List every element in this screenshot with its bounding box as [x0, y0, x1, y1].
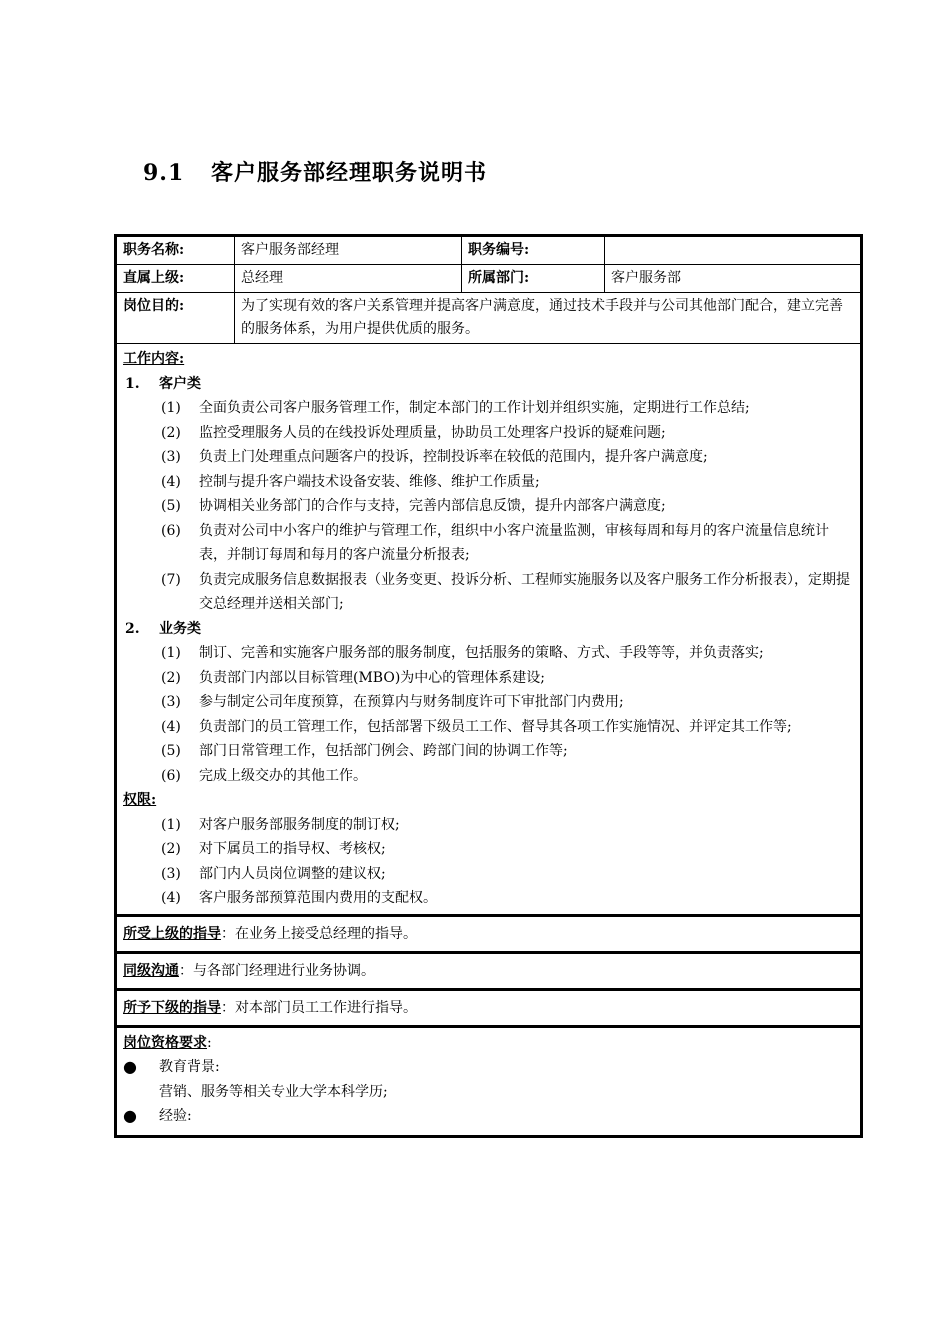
title-number: 9.1 — [143, 160, 185, 186]
row-guidance-to-subordinate — [117, 990, 861, 1026]
item-text: 负责部门的员工管理工作，包括部署下级员工工作、督导其各项工作实施情况、并评定其工作等; — [199, 718, 792, 735]
row-job-name — [117, 237, 861, 265]
list-item — [123, 739, 854, 764]
list-item — [123, 519, 854, 568]
customer-duties-list — [123, 396, 854, 617]
item-text: 客户服务部预算范围内费用的支配权。 — [199, 890, 437, 906]
item-text: 监控受理服务人员的在线投诉处理质量，协助员工处理客户投诉的疑难问题; — [199, 424, 666, 441]
item-number: (5) — [161, 743, 181, 759]
item-number: (5) — [161, 498, 181, 514]
guidance-to-subordinate-text: ：对本部门员工工作进行指导。 — [221, 999, 417, 1016]
list-item — [123, 837, 854, 862]
job-description-table — [114, 234, 863, 1138]
list-item — [123, 396, 854, 421]
item-text: 对下属员工的指导权、考核权; — [199, 841, 386, 857]
dept-label: 所属部门: — [462, 265, 605, 293]
job-code-label: 职务编号: — [462, 237, 605, 265]
list-item — [123, 568, 854, 617]
item-number: (4) — [161, 890, 181, 906]
item-number: (1) — [161, 816, 181, 833]
item-text: 部门日常管理工作，包括部门例会、跨部门间的协调工作等; — [199, 743, 568, 759]
item-number: (2) — [161, 424, 181, 441]
item-text: 部门内人员岗位调整的建议权; — [199, 865, 386, 882]
row-qualifications — [117, 1027, 861, 1136]
category-business: 2. 业务类 — [125, 620, 201, 637]
item-text: 负责上门处理重点问题客户的投诉，控制投诉率在较低的范围内，提升客户满意度; — [199, 449, 708, 465]
title-text: 客户服务部经理职务说明书 — [211, 160, 488, 186]
list-item — [123, 813, 854, 838]
guidance-to-subordinate-label: 所予下级的指导 — [123, 999, 221, 1016]
item-number: (1) — [161, 645, 181, 661]
item-text: 完成上级交办的其他工作。 — [199, 767, 367, 784]
list-item — [123, 886, 854, 911]
superior-label: 直属上级: — [117, 265, 235, 293]
page-title — [143, 156, 487, 187]
education-bullet-item — [123, 1055, 854, 1080]
item-text: 负责对公司中小客户的维护与管理工作，组织中小客户流量监测，审核每周和每月的客户流量信息统计表，并制订每周和每月的客户流量分析报表; — [199, 522, 829, 563]
item-number: (6) — [161, 767, 181, 784]
row-work-content — [117, 344, 861, 915]
experience-label: 经验: — [159, 1108, 192, 1124]
item-number: (3) — [161, 865, 181, 882]
item-text: 协调相关业务部门的合作与支持，完善内部信息反馈，提升内部客户满意度; — [199, 498, 666, 514]
item-number: (2) — [161, 841, 181, 857]
item-number: (6) — [161, 522, 181, 539]
item-text: 制订、完善和实施客户服务部的服务制度，包括服务的策略、方式、手段等等，并负责落实; — [199, 645, 764, 661]
peer-communication-label: 同级沟通 — [123, 962, 179, 979]
business-duties-list — [123, 641, 854, 788]
item-number: (3) — [161, 694, 181, 710]
qualifications-colon: : — [207, 1034, 212, 1051]
job-name-value: 客户服务部经理 — [235, 237, 462, 265]
item-text: 负责部门内部以目标管理(MBO)为中心的管理体系建设; — [199, 669, 545, 686]
item-number: (3) — [161, 449, 181, 465]
bullet-icon: ● — [123, 1106, 137, 1125]
purpose-value: 为了实现有效的客户关系管理并提高客户满意度，通过技术手段并与公司其他部门配合，建立完善的服务体系，为用户提供优质的服务。 — [235, 293, 861, 344]
education-label: 教育背景: — [159, 1059, 220, 1075]
purpose-label: 岗位目的: — [117, 293, 235, 344]
guidance-from-superior-text: ：在业务上接受总经理的指导。 — [221, 925, 417, 942]
row-purpose — [117, 293, 861, 344]
list-item — [123, 715, 854, 740]
item-number: (2) — [161, 669, 181, 686]
item-text: 参与制定公司年度预算，在预算内与财务制度许可下审批部门内费用; — [199, 694, 624, 710]
dept-value: 客户服务部 — [605, 265, 861, 293]
item-number: (4) — [161, 718, 181, 735]
list-item — [123, 445, 854, 470]
job-code-value — [605, 237, 861, 265]
bullet-icon: ● — [123, 1057, 137, 1076]
list-item — [123, 641, 854, 666]
list-item — [123, 666, 854, 691]
category-customer: 1. 客户类 — [125, 375, 201, 392]
authority-list — [123, 813, 854, 911]
guidance-from-superior-label: 所受上级的指导 — [123, 925, 221, 942]
row-superior — [117, 265, 861, 293]
peer-communication-text: ：与各部门经理进行业务协调。 — [179, 962, 375, 979]
item-text: 控制与提升客户端技术设备安装、维修、维护工作质量; — [199, 473, 540, 490]
experience-bullet-item — [123, 1104, 854, 1129]
item-text: 负责完成服务信息数据报表（业务变更、投诉分析、工程师实施服务以及客户服务工作分析报表），定期提交总经理并送相关部门; — [199, 571, 850, 612]
item-number: (4) — [161, 473, 181, 490]
row-guidance-from-superior — [117, 916, 861, 952]
item-number: (1) — [161, 400, 181, 416]
list-item — [123, 862, 854, 887]
superior-value: 总经理 — [235, 265, 462, 293]
list-item — [123, 470, 854, 495]
list-item — [123, 690, 854, 715]
item-number: (7) — [161, 571, 181, 588]
list-item — [123, 421, 854, 446]
row-peer-communication — [117, 953, 861, 989]
item-text: 全面负责公司客户服务管理工作，制定本部门的工作计划并组织实施，定期进行工作总结; — [199, 400, 750, 416]
work-content-heading: 工作内容: — [123, 351, 185, 367]
authority-heading: 权限: — [123, 792, 157, 808]
list-item — [123, 764, 854, 789]
qualifications-heading: 岗位资格要求 — [123, 1034, 207, 1051]
education-value: 营销、服务等相关专业大学本科学历; — [159, 1083, 388, 1100]
job-name-label: 职务名称: — [117, 237, 235, 265]
item-text: 对客户服务部服务制度的制订权; — [199, 816, 400, 833]
list-item — [123, 494, 854, 519]
